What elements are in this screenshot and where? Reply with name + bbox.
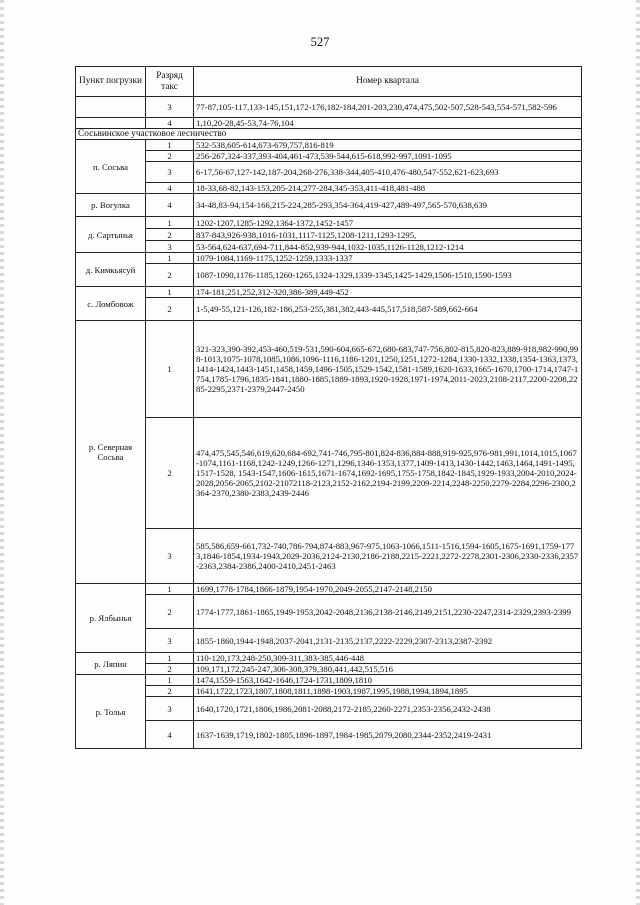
- scan-edge-right: [636, 0, 640, 905]
- tax-rank-cell: 1: [146, 653, 194, 664]
- block-numbers-cell: 1079-1084,1169-1175,1252-1259,1333-1337: [194, 253, 582, 264]
- table-row: [76, 653, 582, 664]
- tax-rank-cell: 3: [146, 97, 194, 118]
- block-numbers-cell: 6-17,56-67,127-142,187-204,268-276,338-344,405-410,476-480,547-552,621-623,693: [194, 162, 582, 183]
- table-row: [76, 287, 582, 298]
- table-body: [76, 67, 582, 749]
- tax-rank-cell: 4: [146, 194, 194, 217]
- tax-rank-cell: 2: [146, 298, 194, 321]
- table-row: [76, 529, 582, 584]
- tax-rank-cell: 1: [146, 140, 194, 151]
- table-row: [76, 194, 582, 217]
- scan-edge-left: [0, 0, 4, 905]
- table-row: [76, 229, 582, 241]
- tax-rank-cell: 3: [146, 629, 194, 653]
- table-row: [76, 584, 582, 595]
- tax-rank-cell: 3: [146, 697, 194, 721]
- block-numbers-cell: 1474,1559-1563,1642-1646,1724-1731,1809,1810: [194, 675, 582, 686]
- table-row: [76, 418, 582, 529]
- tax-rank-cell: 1: [146, 217, 194, 229]
- tax-rank-cell: 1: [146, 253, 194, 264]
- tax-rank-cell: 1: [146, 584, 194, 595]
- block-numbers-cell: 110-120,173,248-250,309-311,383-385,446-448: [194, 653, 582, 664]
- loading-point-cell: д. Сартынья: [76, 217, 146, 253]
- table-row: [76, 162, 582, 183]
- block-numbers-cell: 532-538,605-614,673-679,757,816-819: [194, 140, 582, 151]
- block-numbers-cell: 1640,1720,1721,1806,1986,2081-2088,2172-2185,2260-2271,2353-2356,2432-2438: [194, 697, 582, 721]
- table-row: [76, 321, 582, 418]
- table-row: [76, 118, 582, 129]
- block-numbers-cell: 34-48,83-94,154-166,215-224,285-293,354-364,419-427,489-497,565-570,638,639: [194, 194, 582, 217]
- section-row: [76, 129, 582, 140]
- loading-point-cell: д. Кимкьясуй: [76, 253, 146, 287]
- loading-points-table: [75, 66, 582, 749]
- block-numbers-cell: 1774-1777,1861-1865,1949-1953,2042-2048,2136,2138-2146,2149,2151,2230-2247,2314-2329,2393-2399: [194, 595, 582, 629]
- table-row: [76, 629, 582, 653]
- block-numbers-cell: 474,475,545,546,619,620,684-692,741-746,795-801,824-836,884-888,919-925,976-981,991,1014,1015,1067-1074,1161-1168,1242-1249,1266-1271,1296,1346-1353,1377,1409-1413,1430-1442,1463,1464,1491-1495,1517-1528, 1543-1547,1606-1615,1671-1674,1692-1695,1755-1758,1842-1845,1929-1933,2004-2010,2024-2028,2056-2065,2102-21072118-2123,2152-2162,2194-2199,2209-2214,2248-2250,2279-2284,2296-2300,2364-2370,2380-2383,2439-2446: [194, 418, 582, 529]
- block-numbers-cell: 585,586,659-661,732-740,786-794,874-883,967-975,1063-1066,1511-1516,1594-1605,1675-1691,1759-1773,1846-1854,1934-1943,2029-2036,2124-2130,2186-2188,2215-2221,2272-2278,2301-2306,2330-2336,2357-2363,2384-2386,2400-2410,2451-2463: [194, 529, 582, 584]
- table-row: [76, 151, 582, 162]
- table-row: [76, 697, 582, 721]
- block-numbers-cell: 1699,1778-1784,1866-1879,1954-1970,2049-2055,2147-2148,2150: [194, 584, 582, 595]
- header-block-numbers: Номер квартала: [194, 67, 582, 97]
- block-numbers-cell: 256-267,324-337,393-404,461-473,539-544,615-618,992-997,1091-1095: [194, 151, 582, 162]
- tax-rank-cell: 2: [146, 264, 194, 287]
- tax-rank-cell: 2: [146, 151, 194, 162]
- header-loading-point: Пункт погрузки: [76, 67, 146, 97]
- loading-point-cell: р. Толья: [76, 675, 146, 749]
- tax-rank-cell: 2: [146, 664, 194, 675]
- table-row: [76, 217, 582, 229]
- loading-point-cell: [76, 97, 146, 118]
- block-numbers-cell: 1087-1090,1176-1185,1260-1265,1324-1329,1339-1345,1425-1429,1506-1510,1590-1593: [194, 264, 582, 287]
- block-numbers-cell: 1-5,49-55,121-126,182-186,253-255,381,382,443-445,517,518,587-589,662-664: [194, 298, 582, 321]
- tax-rank-cell: 4: [146, 118, 194, 129]
- table-row: [76, 183, 582, 194]
- tax-rank-cell: 3: [146, 241, 194, 253]
- tax-rank-cell: 2: [146, 229, 194, 241]
- block-numbers-cell: 321-323,390-392,453-460,519-531,590-604,665-672,680-683,747-756,802-815,820-823,889-918,982-990,998-1013,1075-1078,1085,1086,1096-1116,1186-1201,1250,1251,1272-1284,1330-1332,1338,1354-1363,1373,1414-1424,1443-1451,1458,1459,1496-1505,1529-1542,1581-1589,1620-1633,1665-1670,1700-1714,1747-1754,1785-1796,1835-1841,1880-1885,1889-1893,1920-1928,1971-1974,2011-2023,2108-2117,2200-2208,2285-2295,2371-2379,2447-2450: [194, 321, 582, 418]
- table-row: [76, 97, 582, 118]
- table-row: [76, 140, 582, 151]
- block-numbers-cell: 53-564,624-637,694-711,844-852,939-944,1032-1035,1126-1128,1212-1214: [194, 241, 582, 253]
- tax-rank-cell: 2: [146, 686, 194, 697]
- tax-rank-cell: 3: [146, 162, 194, 183]
- table-row: [76, 264, 582, 287]
- tax-rank-cell: 1: [146, 321, 194, 418]
- block-numbers-cell: 1855-1860,1944-1948,2037-2041,2131-2135,2137,2222-2229,2307-2313,2387-2392: [194, 629, 582, 653]
- block-numbers-cell: 1637-1639,1719,1802-1805,1896-1897,1984-1985,2079,2080,2344-2352,2419-2431: [194, 721, 582, 749]
- loading-point-cell: р. Ляпин: [76, 653, 146, 675]
- loading-point-cell: с. Ломбовож: [76, 287, 146, 321]
- block-numbers-cell: 1641,1722,1723,1807,1808,1811,1898-1903,1987,1995,1988,1994,1894,1895: [194, 686, 582, 697]
- table-row: [76, 721, 582, 749]
- block-numbers-cell: 18-33,68-82,143-153,205-214,277-284,345-353,411-418,481-488: [194, 183, 582, 194]
- loading-point-cell: р. Вогулка: [76, 194, 146, 217]
- block-numbers-cell: 109,171,172,245-247,306-308,379,380,441,442,515,516: [194, 664, 582, 675]
- tax-rank-cell: 3: [146, 529, 194, 584]
- table-row: [76, 298, 582, 321]
- loading-point-cell: р. Северная Сосьва: [76, 321, 146, 584]
- block-numbers-cell: 1202-1207,1285-1292,1364-1372,1452-1457: [194, 217, 582, 229]
- loading-point-cell: р. Ялбынья: [76, 584, 146, 653]
- tax-rank-cell: 1: [146, 287, 194, 298]
- loading-point-cell: п. Сосьва: [76, 140, 146, 194]
- block-numbers-cell: 837-843,926-938,1016-1031,1117-1125,1208-1211,1293-1295,: [194, 229, 582, 241]
- tax-rank-cell: 4: [146, 721, 194, 749]
- page-number: 527: [310, 35, 330, 49]
- block-numbers-cell: 77-87,105-117,133-145,151,172-176,182-184,201-203,230,474,475,502-507,528-543,554-571,582-596: [194, 97, 582, 118]
- header-row: [76, 67, 582, 97]
- section-title: Сосьвинское участковое лесничество: [76, 129, 582, 140]
- block-numbers-cell: 1,10,20-28,45-53,74-76,104: [194, 118, 582, 129]
- tax-rank-cell: 4: [146, 183, 194, 194]
- table-row: [76, 241, 582, 253]
- block-numbers-cell: 174-181,251,252,312-320,386-389,449-452: [194, 287, 582, 298]
- table-row: [76, 253, 582, 264]
- tax-rank-cell: 2: [146, 418, 194, 529]
- table-row: [76, 664, 582, 675]
- table-row: [76, 686, 582, 697]
- loading-point-cell: [76, 118, 146, 129]
- table-row: [76, 595, 582, 629]
- tax-rank-cell: 1: [146, 675, 194, 686]
- tax-rank-cell: 2: [146, 595, 194, 629]
- table-row: [76, 675, 582, 686]
- header-tax-rank: Разряд такс: [146, 67, 194, 97]
